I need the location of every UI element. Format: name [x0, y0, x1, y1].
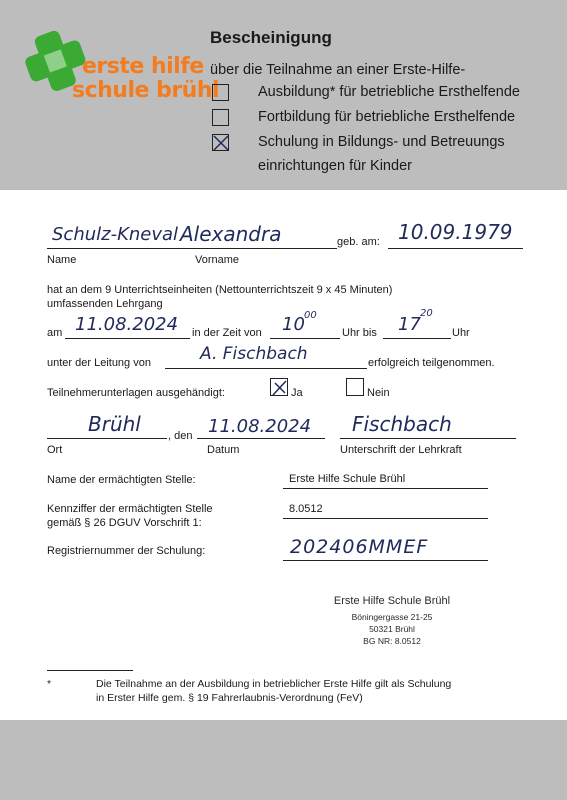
footnote-line1: Die Teilnahme an der Ausbildung in betrieblicher Erste Hilfe gilt als Schulung: [96, 678, 452, 690]
von-sup: 00: [304, 310, 317, 321]
option-fortbildung-label: Fortbildung für betriebliche Ersthelfende: [258, 109, 516, 125]
ort-label: Ort: [47, 444, 63, 456]
unterlagen-label: Teilnehmerunterlagen ausgehändigt:: [47, 387, 225, 399]
checkmark-x-icon: [271, 379, 289, 397]
signature-label: Unterschrift der Lehrkraft: [340, 444, 462, 456]
den-value: 11.08.2024: [208, 416, 312, 437]
geb-value: 10.09.1979: [398, 220, 513, 244]
checkmark-x-icon: [213, 135, 230, 152]
kennziffer-label-1: Kennziffer der ermächtigten Stelle: [47, 503, 213, 515]
document-title: Bescheinigung: [210, 28, 332, 47]
footnote-mark: *: [47, 678, 52, 690]
ja-checkbox[interactable]: [270, 378, 288, 396]
bis-sup: 20: [420, 308, 433, 319]
option-ausbildung-checkbox[interactable]: [212, 84, 229, 101]
geb-label: geb. am:: [337, 236, 380, 248]
von-value: 10: [282, 314, 305, 335]
stamp-city: 50321 Brühl: [369, 624, 415, 634]
option-schulung-label: Schulung in Bildungs- und Betreuungs: [258, 134, 505, 150]
signature-value: Fischbach: [352, 412, 452, 436]
hours-text-2: umfassenden Lehrgang: [47, 298, 163, 310]
option-fortbildung-checkbox[interactable]: [212, 109, 229, 126]
erfolg-label: erfolgreich teilgenommen.: [368, 357, 495, 369]
vorname-label: Vorname: [195, 254, 240, 266]
logo: [20, 30, 220, 110]
kennziffer-value: 8.0512: [289, 503, 323, 515]
stelle-value: Erste Hilfe Schule Brühl: [289, 473, 406, 485]
stamp-street: Böningergasse 21-25: [351, 612, 433, 622]
date-value: 11.08.2024: [75, 314, 179, 335]
stamp-bg: BG NR: 8.0512: [363, 636, 421, 646]
leitung-value: A. Fischbach: [200, 344, 308, 364]
datum-label: Datum: [207, 444, 240, 456]
nein-label: Nein: [367, 387, 390, 399]
ort-value: Brühl: [88, 412, 141, 436]
hours-text-1: hat an dem 9 Unterrichtseinheiten (Nettounterrichtszeit 9 x 45 Minuten): [47, 284, 393, 296]
bis-value: 17: [398, 314, 421, 335]
stelle-label: Name der ermächtigten Stelle:: [47, 474, 196, 486]
zeit-label: in der Zeit von: [192, 327, 262, 339]
stamp-name: Erste Hilfe Schule Brühl: [333, 595, 451, 607]
option-ausbildung-label: Ausbildung* für betriebliche Ersthelfende: [258, 84, 520, 100]
option-schulung-cont: einrichtungen für Kinder: [258, 158, 412, 174]
footnote-line2: in Erster Hilfe gem. § 19 Fahrerlaubnis-Verordnung (FeV): [96, 692, 363, 704]
ja-label: Ja: [291, 387, 303, 399]
leitung-label: unter der Leitung von: [47, 357, 151, 369]
option-schulung-checkbox[interactable]: [212, 134, 229, 151]
form-body: [0, 190, 567, 720]
kennziffer-label-2: gemäß § 26 DGUV Vorschrift 1:: [47, 517, 202, 529]
reg-value: 202406MMEF: [290, 536, 429, 558]
name-label: Name: [47, 254, 77, 266]
uhr-label: Uhr: [452, 327, 470, 339]
reg-label: Registriernummer der Schulung:: [47, 545, 206, 557]
am-label: am: [47, 327, 63, 339]
nein-checkbox[interactable]: [346, 378, 364, 396]
vorname-value: Alexandra: [180, 222, 282, 246]
logo-line1: erste hilfe: [82, 54, 204, 79]
den-label: , den: [168, 430, 193, 442]
header-subtitle: über die Teilnahme an einer Erste-Hilfe-: [210, 62, 466, 78]
uhr-bis-label: Uhr bis: [342, 327, 377, 339]
logo-line2: schule brühl: [72, 78, 220, 103]
name-value: Schulz-Kneval: [52, 224, 179, 245]
